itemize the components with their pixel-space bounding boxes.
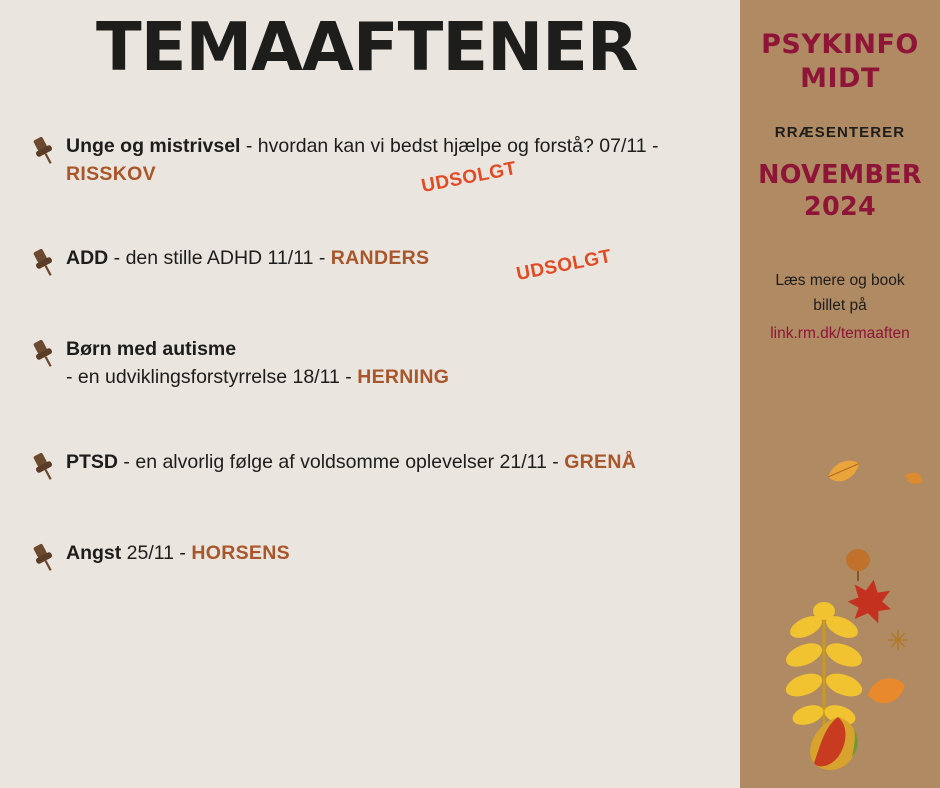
pushpin-icon — [28, 540, 66, 574]
pushpin-icon — [28, 449, 66, 483]
year-label: 2024 — [803, 191, 877, 222]
event-title: Angst — [66, 541, 122, 564]
event-place: HORSENS — [191, 541, 290, 564]
event-title: Unge og mistrivsel — [66, 135, 241, 157]
list-item[interactable] — [28, 245, 740, 286]
pushpin-icon — [28, 336, 66, 370]
month-label: NOVEMBER — [758, 159, 922, 190]
event-text — [66, 133, 706, 198]
event-description: - en alvorlig følge af voldsomme oplevelser 21/11 - — [118, 450, 565, 473]
brand-line-1: PSYKINFO — [761, 29, 919, 60]
event-text — [66, 540, 290, 568]
autumn-leaves-decoration — [740, 455, 940, 788]
event-place: GRENÅ — [564, 450, 637, 473]
event-text — [66, 245, 614, 286]
event-place: RISSKOV — [66, 162, 156, 185]
booking-line-2: billet på — [813, 297, 867, 315]
event-description: - den stille ADHD 11/11 - — [108, 247, 331, 270]
status-badge: UDSOLGT — [514, 246, 614, 286]
event-text — [66, 449, 636, 477]
event-title: Børn med autisme — [66, 338, 237, 361]
event-list — [0, 133, 740, 574]
poster-sidebar — [740, 0, 940, 788]
booking-info — [740, 268, 940, 347]
booking-line-1: Læs mere og book — [775, 271, 905, 289]
pushpin-icon — [28, 245, 66, 279]
pushpin-icon — [28, 133, 66, 167]
event-place: RANDERS — [330, 247, 430, 270]
event-description: - en udviklingsforstyrrelse 18/11 - — [66, 366, 358, 389]
list-item[interactable] — [28, 336, 740, 391]
list-item[interactable] — [28, 540, 740, 574]
event-description: 25/11 - — [121, 541, 192, 564]
page-title: TEMAAFTENER — [96, 8, 638, 86]
list-item[interactable] — [28, 449, 740, 483]
event-title: PTSD — [66, 450, 119, 473]
status-badge: UDSOLGT — [419, 158, 519, 198]
presents-label: RRÆSENTERER — [774, 123, 906, 141]
event-place: HERNING — [357, 366, 450, 389]
list-item[interactable] — [28, 133, 740, 198]
brand-line-2: MIDT — [800, 62, 880, 94]
brand-name — [740, 20, 940, 96]
event-description: - hvordan kan vi bedst hjælpe og forstå? 07/11 - — [240, 135, 659, 157]
event-text — [66, 336, 449, 391]
event-title: ADD — [66, 247, 109, 270]
booking-link[interactable]: link.rm.dk/temaaften — [770, 324, 910, 342]
